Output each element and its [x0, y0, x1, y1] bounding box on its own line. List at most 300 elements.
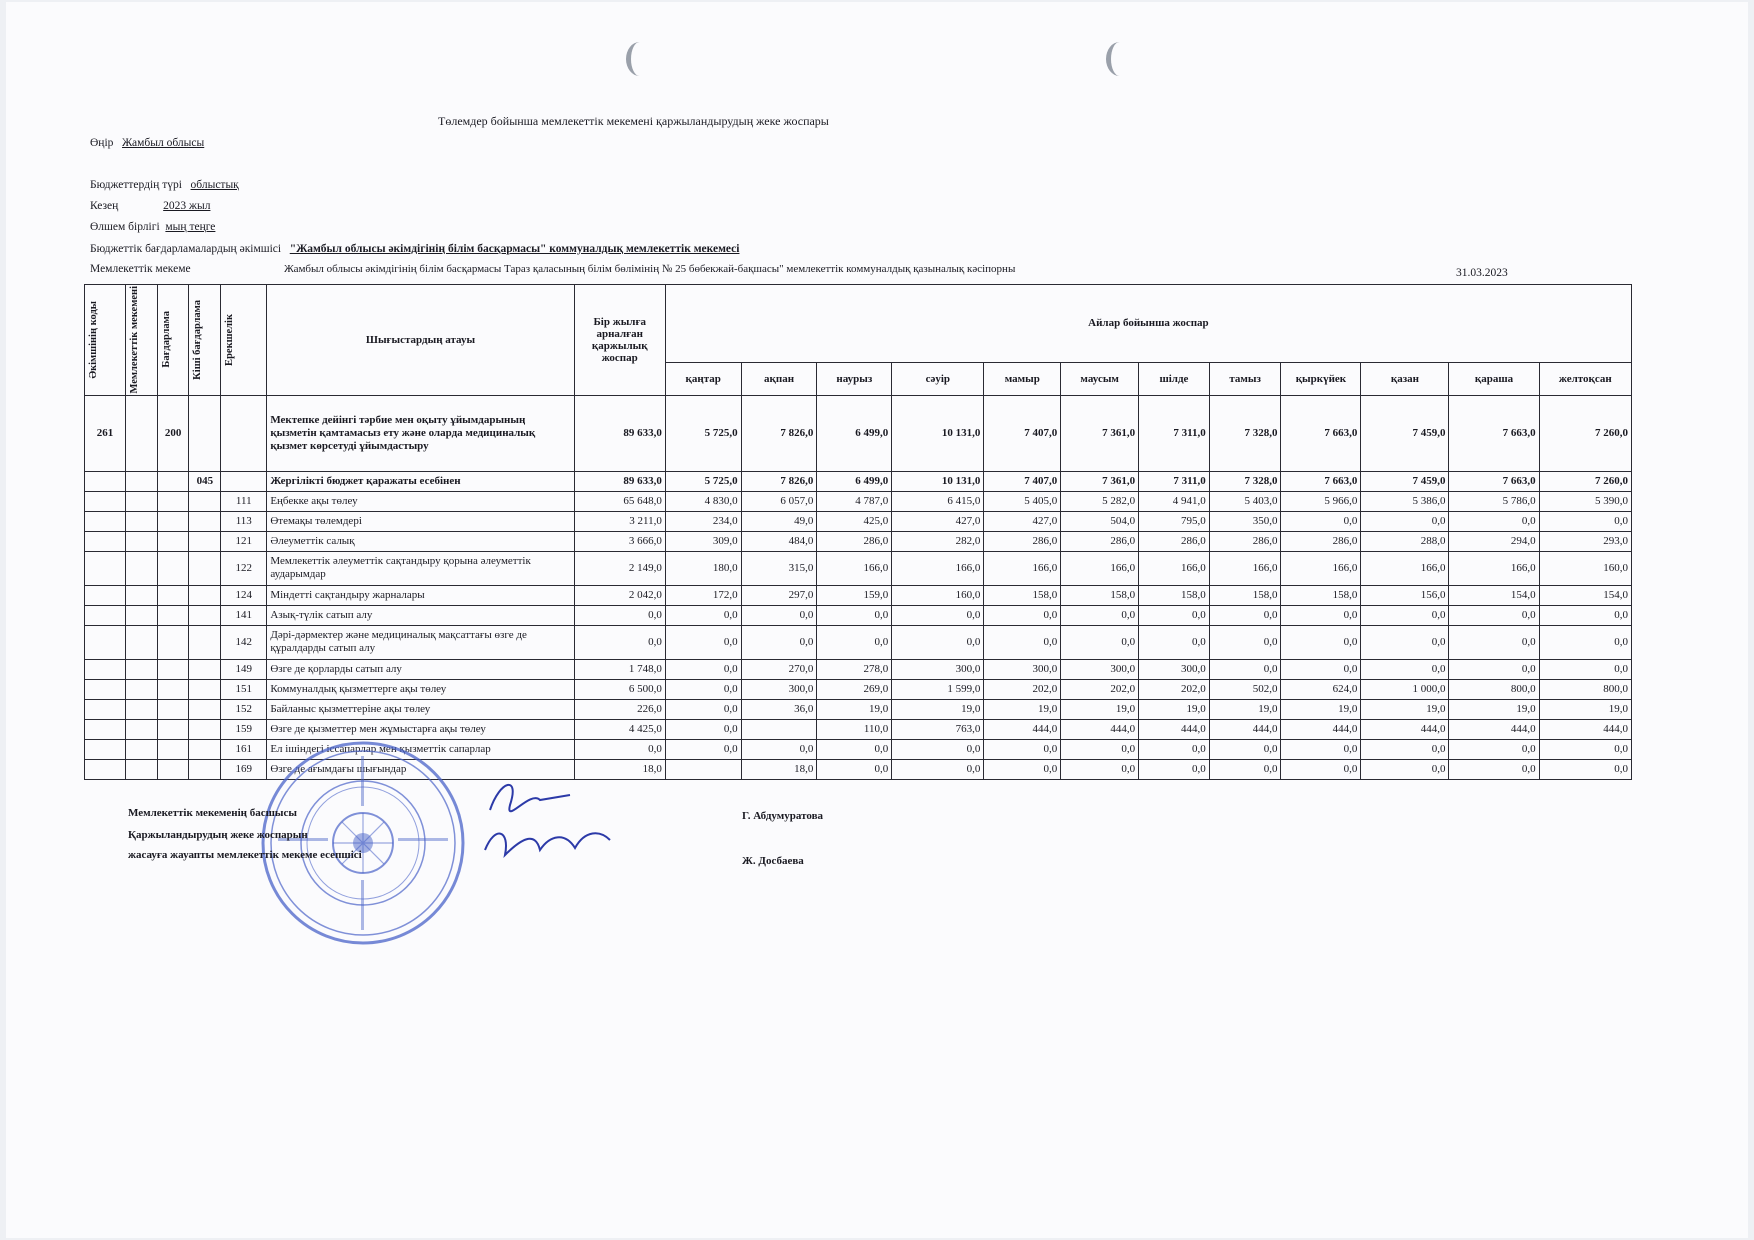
cell-month-value: 504,0: [1061, 511, 1139, 531]
month-header: қаңтар: [665, 362, 741, 395]
cell-month-value: 36,0: [741, 699, 817, 719]
cell-month-value: 763,0: [892, 719, 984, 739]
cell-admin-code: [85, 471, 126, 491]
region-value: Жамбыл облысы: [122, 137, 205, 149]
cell-month-value: 0,0: [1361, 511, 1449, 531]
period-label: Кезең: [90, 200, 119, 212]
cell-annual-plan: 18,0: [574, 759, 665, 779]
cell-month-value: 166,0: [1449, 551, 1539, 585]
cell-program: [157, 551, 189, 585]
month-header: маусым: [1061, 362, 1139, 395]
cell-month-value: 0,0: [1209, 659, 1281, 679]
month-header: наурыз: [817, 362, 892, 395]
cell-month-value: 795,0: [1139, 511, 1210, 531]
cell-annual-plan: 3 211,0: [574, 511, 665, 531]
cell-annual-plan: 226,0: [574, 699, 665, 719]
cell-month-value: 286,0: [817, 531, 892, 551]
cell-admin-code: 261: [85, 395, 126, 471]
cell-program: [157, 659, 189, 679]
cell-expense-name: Коммуналдық қызметтерге ақы төлеу: [267, 679, 574, 699]
punch-hole-left: [626, 42, 653, 76]
cell-month-value: 5 966,0: [1281, 491, 1361, 511]
cell-month-value: 444,0: [1539, 719, 1631, 739]
month-header: сәуір: [892, 362, 984, 395]
cell-month-value: 5 725,0: [665, 395, 741, 471]
cell-month-value: 800,0: [1449, 679, 1539, 699]
cell-month-value: 0,0: [741, 605, 817, 625]
col-expense-name: Шығыстардың атауы: [267, 285, 574, 396]
cell-state-inst: [125, 605, 157, 625]
region-label: Өңір: [90, 137, 114, 149]
cell-month-value: 1 599,0: [892, 679, 984, 699]
cell-state-inst: [125, 759, 157, 779]
admin-label: Бюджеттік бағдарламалардың әкімшісі: [90, 243, 282, 255]
cell-annual-plan: 1 748,0: [574, 659, 665, 679]
period-row: [90, 200, 210, 212]
cell-state-inst: [125, 699, 157, 719]
cell-month-value: 7 826,0: [741, 471, 817, 491]
cell-month-value: [741, 719, 817, 739]
institution-value: Жамбыл облысы әкімдігінің білім басқармасы Тараз қаласының білім бөлімінің № 25 бөбекжай-бақшасы" мемлекеттік коммуналдық қазыналық кәсіпорны: [284, 263, 1016, 275]
cell-month-value: 286,0: [1061, 531, 1139, 551]
cell-month-value: 0,0: [1281, 739, 1361, 759]
cell-month-value: 0,0: [1539, 739, 1631, 759]
cell-month-value: 624,0: [1281, 679, 1361, 699]
unit-value: мың теңге: [165, 221, 216, 233]
cell-month-value: 7 459,0: [1361, 395, 1449, 471]
cell-annual-plan: 89 633,0: [574, 471, 665, 491]
cell-program: [157, 471, 189, 491]
cell-expense-name: Өзге де ағымдағы шығындар: [267, 759, 574, 779]
cell-subprogram: [189, 511, 221, 531]
cell-month-value: 7 361,0: [1061, 395, 1139, 471]
cell-month-value: 19,0: [1209, 699, 1281, 719]
cell-subprogram: 045: [189, 471, 221, 491]
cell-month-value: 270,0: [741, 659, 817, 679]
table-row: [85, 551, 1632, 585]
cell-month-value: 0,0: [1139, 625, 1210, 659]
cell-month-value: 427,0: [892, 511, 984, 531]
cell-subprogram: [189, 659, 221, 679]
cell-month-value: 7 260,0: [1539, 395, 1631, 471]
cell-month-value: 0,0: [892, 605, 984, 625]
cell-month-value: 286,0: [1139, 531, 1210, 551]
cell-month-value: 444,0: [984, 719, 1061, 739]
cell-admin-code: [85, 759, 126, 779]
table-row: [85, 699, 1632, 719]
cell-month-value: 0,0: [892, 759, 984, 779]
cell-month-value: 19,0: [1361, 699, 1449, 719]
cell-month-value: 0,0: [1209, 605, 1281, 625]
cell-month-value: 0,0: [817, 739, 892, 759]
cell-month-value: 0,0: [892, 625, 984, 659]
cell-expense-name: Байланыс қызметтеріне ақы төлеу: [267, 699, 574, 719]
cell-subprogram: [189, 739, 221, 759]
cell-month-value: 0,0: [1539, 511, 1631, 531]
financing-plan-table: [84, 284, 1632, 780]
col-admin-code: Әкімшінің коды: [85, 285, 126, 396]
cell-month-value: 0,0: [665, 719, 741, 739]
cell-month-value: 166,0: [1361, 551, 1449, 585]
cell-state-inst: [125, 531, 157, 551]
cell-month-value: 19,0: [892, 699, 984, 719]
cell-month-value: 202,0: [1139, 679, 1210, 699]
cell-admin-code: [85, 699, 126, 719]
col-state-inst: Мемлекеттік мекемені: [125, 285, 157, 396]
cell-specific: 161: [221, 739, 267, 759]
month-header: қыркүйек: [1281, 362, 1361, 395]
cell-month-value: 297,0: [741, 585, 817, 605]
cell-month-value: 7 311,0: [1139, 471, 1210, 491]
cell-month-value: 309,0: [665, 531, 741, 551]
cell-program: [157, 739, 189, 759]
cell-month-value: 0,0: [984, 739, 1061, 759]
cell-month-value: 269,0: [817, 679, 892, 699]
cell-month-value: 234,0: [665, 511, 741, 531]
unit-label: Өлшем бірлігі: [90, 221, 160, 233]
cell-expense-name: Өтемақы төлемдері: [267, 511, 574, 531]
cell-month-value: 800,0: [1539, 679, 1631, 699]
cell-month-value: 0,0: [984, 759, 1061, 779]
cell-month-value: 0,0: [1139, 739, 1210, 759]
cell-month-value: 158,0: [1139, 585, 1210, 605]
cell-month-value: 0,0: [1361, 739, 1449, 759]
signature-line-accountant: жасауға жауапты мемлекеттік мекеме есепшісі: [128, 849, 362, 861]
cell-annual-plan: 89 633,0: [574, 395, 665, 471]
cell-month-value: 0,0: [1361, 625, 1449, 659]
region-row: [90, 137, 204, 149]
cell-month-value: 286,0: [984, 531, 1061, 551]
cell-month-value: 110,0: [817, 719, 892, 739]
cell-expense-name: Еңбекке ақы төлеу: [267, 491, 574, 511]
cell-month-value: 7 663,0: [1449, 395, 1539, 471]
cell-program: [157, 491, 189, 511]
cell-month-value: 0,0: [1539, 605, 1631, 625]
cell-month-value: 160,0: [892, 585, 984, 605]
cell-state-inst: [125, 511, 157, 531]
cell-month-value: 282,0: [892, 531, 984, 551]
cell-month-value: 4 830,0: [665, 491, 741, 511]
cell-month-value: 0,0: [741, 625, 817, 659]
cell-subprogram: [189, 491, 221, 511]
cell-annual-plan: 0,0: [574, 625, 665, 659]
cell-month-value: 0,0: [665, 625, 741, 659]
table-row: [85, 471, 1632, 491]
cell-month-value: 19,0: [984, 699, 1061, 719]
cell-admin-code: [85, 739, 126, 759]
cell-state-inst: [125, 739, 157, 759]
cell-subprogram: [189, 395, 221, 471]
cell-state-inst: [125, 679, 157, 699]
cell-specific: [221, 395, 267, 471]
cell-program: [157, 531, 189, 551]
cell-month-value: 7 663,0: [1449, 471, 1539, 491]
month-header: қараша: [1449, 362, 1539, 395]
month-header: тамыз: [1209, 362, 1281, 395]
table-row: [85, 491, 1632, 511]
cell-month-value: 0,0: [1209, 625, 1281, 659]
cell-month-value: 0,0: [665, 679, 741, 699]
cell-annual-plan: 0,0: [574, 739, 665, 759]
col-specific: Ерекшелік: [221, 285, 267, 396]
cell-month-value: 202,0: [1061, 679, 1139, 699]
cell-month-value: 19,0: [1139, 699, 1210, 719]
cell-admin-code: [85, 491, 126, 511]
cell-month-value: 0,0: [1281, 659, 1361, 679]
cell-month-value: 0,0: [1539, 625, 1631, 659]
cell-admin-code: [85, 659, 126, 679]
cell-month-value: 160,0: [1539, 551, 1631, 585]
cell-admin-code: [85, 551, 126, 585]
cell-month-value: 19,0: [1281, 699, 1361, 719]
cell-expense-name: Азық-түлік сатып алу: [267, 605, 574, 625]
cell-state-inst: [125, 719, 157, 739]
cell-month-value: 0,0: [1449, 659, 1539, 679]
cell-month-value: 166,0: [1281, 551, 1361, 585]
cell-month-value: 444,0: [1361, 719, 1449, 739]
table-row: [85, 679, 1632, 699]
cell-month-value: 5 405,0: [984, 491, 1061, 511]
cell-month-value: 0,0: [1061, 625, 1139, 659]
cell-month-value: 19,0: [817, 699, 892, 719]
cell-subprogram: [189, 759, 221, 779]
cell-month-value: 49,0: [741, 511, 817, 531]
cell-month-value: 0,0: [1281, 605, 1361, 625]
cell-month-value: 300,0: [1139, 659, 1210, 679]
cell-specific: 169: [221, 759, 267, 779]
cell-subprogram: [189, 625, 221, 659]
cell-subprogram: [189, 699, 221, 719]
cell-month-value: 300,0: [984, 659, 1061, 679]
cell-month-value: 0,0: [665, 659, 741, 679]
cell-state-inst: [125, 659, 157, 679]
cell-program: [157, 719, 189, 739]
cell-expense-name: Өзге де қорларды сатып алу: [267, 659, 574, 679]
cell-month-value: 0,0: [1281, 759, 1361, 779]
cell-month-value: 484,0: [741, 531, 817, 551]
punch-hole-right: [1106, 42, 1133, 76]
cell-month-value: 154,0: [1539, 585, 1631, 605]
cell-specific: 111: [221, 491, 267, 511]
cell-month-value: 0,0: [892, 739, 984, 759]
col-program: Бағдарлама: [157, 285, 189, 396]
cell-month-value: 350,0: [1209, 511, 1281, 531]
cell-expense-name: Мемлекеттік әлеуметтік сақтандыру қорына әлеуметтік аударымдар: [267, 551, 574, 585]
cell-program: [157, 605, 189, 625]
cell-month-value: 286,0: [1281, 531, 1361, 551]
cell-program: [157, 759, 189, 779]
signatory-accountant-name: Ж. Досбаева: [742, 855, 804, 867]
cell-month-value: 19,0: [1449, 699, 1539, 719]
cell-month-value: 166,0: [892, 551, 984, 585]
cell-month-value: 7 407,0: [984, 395, 1061, 471]
cell-month-value: 7 663,0: [1281, 471, 1361, 491]
table-row: [85, 395, 1632, 471]
month-header: ақпан: [741, 362, 817, 395]
month-header: қазан: [1361, 362, 1449, 395]
cell-month-value: 0,0: [1361, 605, 1449, 625]
cell-month-value: 425,0: [817, 511, 892, 531]
cell-month-value: 5 386,0: [1361, 491, 1449, 511]
cell-admin-code: [85, 511, 126, 531]
cell-month-value: 7 407,0: [984, 471, 1061, 491]
table-header-row: [85, 285, 1632, 363]
cell-subprogram: [189, 719, 221, 739]
table-row: [85, 605, 1632, 625]
cell-specific: 149: [221, 659, 267, 679]
cell-expense-name: Өзге де қызметтер мен жұмыстарға ақы төлеу: [267, 719, 574, 739]
cell-month-value: 18,0: [741, 759, 817, 779]
col-annual-plan: Бір жылға арналған қаржылық жоспар: [574, 285, 665, 396]
cell-specific: 159: [221, 719, 267, 739]
cell-month-value: 7 328,0: [1209, 395, 1281, 471]
cell-program: [157, 585, 189, 605]
cell-month-value: 278,0: [817, 659, 892, 679]
cell-month-value: 288,0: [1361, 531, 1449, 551]
cell-month-value: 444,0: [1139, 719, 1210, 739]
cell-month-value: 5 786,0: [1449, 491, 1539, 511]
cell-month-value: 159,0: [817, 585, 892, 605]
cell-month-value: 7 361,0: [1061, 471, 1139, 491]
cell-annual-plan: 4 425,0: [574, 719, 665, 739]
cell-program: 200: [157, 395, 189, 471]
cell-specific: [221, 471, 267, 491]
cell-month-value: 172,0: [665, 585, 741, 605]
cell-month-value: 7 260,0: [1539, 471, 1631, 491]
cell-month-value: 180,0: [665, 551, 741, 585]
cell-specific: 141: [221, 605, 267, 625]
cell-admin-code: [85, 625, 126, 659]
cell-expense-name: Ел ішіндегі іссапарлар мен қызметтік сапарлар: [267, 739, 574, 759]
cell-month-value: 158,0: [1281, 585, 1361, 605]
document-title: Төлемдер бойынша мемлекеттік мекемені қаржыландырудың жеке жоспары: [438, 114, 829, 128]
cell-state-inst: [125, 551, 157, 585]
col-subprogram: Кіші бағдарлама: [189, 285, 221, 396]
cell-month-value: 0,0: [1061, 759, 1139, 779]
cell-month-value: 166,0: [984, 551, 1061, 585]
institution-label: Мемлекеттік мекеме: [90, 263, 191, 275]
cell-admin-code: [85, 679, 126, 699]
budget-type-value: облыстық: [190, 179, 239, 191]
cell-specific: 152: [221, 699, 267, 719]
cell-expense-name: Міндетті сақтандыру жарналары: [267, 585, 574, 605]
cell-month-value: 315,0: [741, 551, 817, 585]
month-header: мамыр: [984, 362, 1061, 395]
cell-month-value: 0,0: [741, 739, 817, 759]
cell-month-value: 300,0: [1061, 659, 1139, 679]
cell-month-value: 0,0: [1449, 759, 1539, 779]
cell-month-value: 4 787,0: [817, 491, 892, 511]
cell-annual-plan: 65 648,0: [574, 491, 665, 511]
cell-month-value: 5 725,0: [665, 471, 741, 491]
cell-state-inst: [125, 395, 157, 471]
cell-month-value: 7 311,0: [1139, 395, 1210, 471]
cell-month-value: 156,0: [1361, 585, 1449, 605]
cell-subprogram: [189, 531, 221, 551]
cell-state-inst: [125, 491, 157, 511]
cell-specific: 113: [221, 511, 267, 531]
cell-state-inst: [125, 471, 157, 491]
cell-month-value: 166,0: [817, 551, 892, 585]
period-value: 2023 жыл: [163, 200, 211, 212]
cell-subprogram: [189, 605, 221, 625]
cell-month-value: 0,0: [665, 739, 741, 759]
cell-month-value: 427,0: [984, 511, 1061, 531]
cell-month-value: 158,0: [984, 585, 1061, 605]
cell-expense-name: Дәрі-дәрмектер және медициналық мақсаттағы өзге де құралдарды сатып алу: [267, 625, 574, 659]
cell-month-value: 0,0: [1139, 605, 1210, 625]
cell-month-value: 19,0: [1061, 699, 1139, 719]
cell-month-value: 0,0: [1539, 759, 1631, 779]
table-row: [85, 531, 1632, 551]
cell-month-value: 166,0: [1139, 551, 1210, 585]
cell-month-value: 0,0: [1139, 759, 1210, 779]
cell-month-value: 0,0: [665, 605, 741, 625]
cell-annual-plan: 2 149,0: [574, 551, 665, 585]
cell-specific: 151: [221, 679, 267, 699]
month-header: желтоқсан: [1539, 362, 1631, 395]
handwritten-signature: [480, 770, 620, 870]
cell-month-value: 294,0: [1449, 531, 1539, 551]
cell-expense-name: Мектепке дейінгі тәрбие мен оқыту ұйымдарының қызметін қамтамасыз ету және оларда медициналық қызмет көрсетуді ұйымдастыру: [267, 395, 574, 471]
cell-month-value: 0,0: [817, 759, 892, 779]
col-monthly-plan: Айлар бойынша жоспар: [665, 285, 1631, 363]
cell-month-value: 300,0: [741, 679, 817, 699]
cell-admin-code: [85, 719, 126, 739]
cell-state-inst: [125, 585, 157, 605]
cell-month-value: 0,0: [1449, 605, 1539, 625]
cell-month-value: 7 826,0: [741, 395, 817, 471]
cell-month-value: 6 499,0: [817, 471, 892, 491]
cell-specific: 124: [221, 585, 267, 605]
cell-month-value: 0,0: [817, 625, 892, 659]
table-row: [85, 585, 1632, 605]
cell-specific: 122: [221, 551, 267, 585]
cell-month-value: 7 663,0: [1281, 395, 1361, 471]
cell-specific: 121: [221, 531, 267, 551]
cell-annual-plan: 3 666,0: [574, 531, 665, 551]
budget-type-row: [90, 179, 239, 191]
cell-program: [157, 511, 189, 531]
cell-expense-name: Әлеуметтік салық: [267, 531, 574, 551]
cell-month-value: 6 057,0: [741, 491, 817, 511]
cell-month-value: 0,0: [1449, 625, 1539, 659]
cell-month-value: 0,0: [1361, 659, 1449, 679]
cell-annual-plan: 6 500,0: [574, 679, 665, 699]
cell-month-value: 4 941,0: [1139, 491, 1210, 511]
cell-month-value: 166,0: [1209, 551, 1281, 585]
cell-month-value: 1 000,0: [1361, 679, 1449, 699]
cell-month-value: 0,0: [1281, 511, 1361, 531]
admin-row: [90, 243, 739, 255]
cell-month-value: 10 131,0: [892, 395, 984, 471]
cell-month-value: 166,0: [1061, 551, 1139, 585]
cell-specific: 142: [221, 625, 267, 659]
cell-month-value: 0,0: [1209, 759, 1281, 779]
cell-month-value: 0,0: [984, 605, 1061, 625]
cell-month-value: 444,0: [1061, 719, 1139, 739]
cell-program: [157, 625, 189, 659]
unit-row: [90, 221, 215, 233]
cell-month-value: 286,0: [1209, 531, 1281, 551]
cell-month-value: 0,0: [1209, 739, 1281, 759]
cell-annual-plan: 2 042,0: [574, 585, 665, 605]
cell-month-value: 5 390,0: [1539, 491, 1631, 511]
cell-month-value: 0,0: [817, 605, 892, 625]
cell-month-value: 444,0: [1449, 719, 1539, 739]
cell-month-value: 0,0: [1061, 739, 1139, 759]
cell-month-value: 0,0: [1361, 759, 1449, 779]
